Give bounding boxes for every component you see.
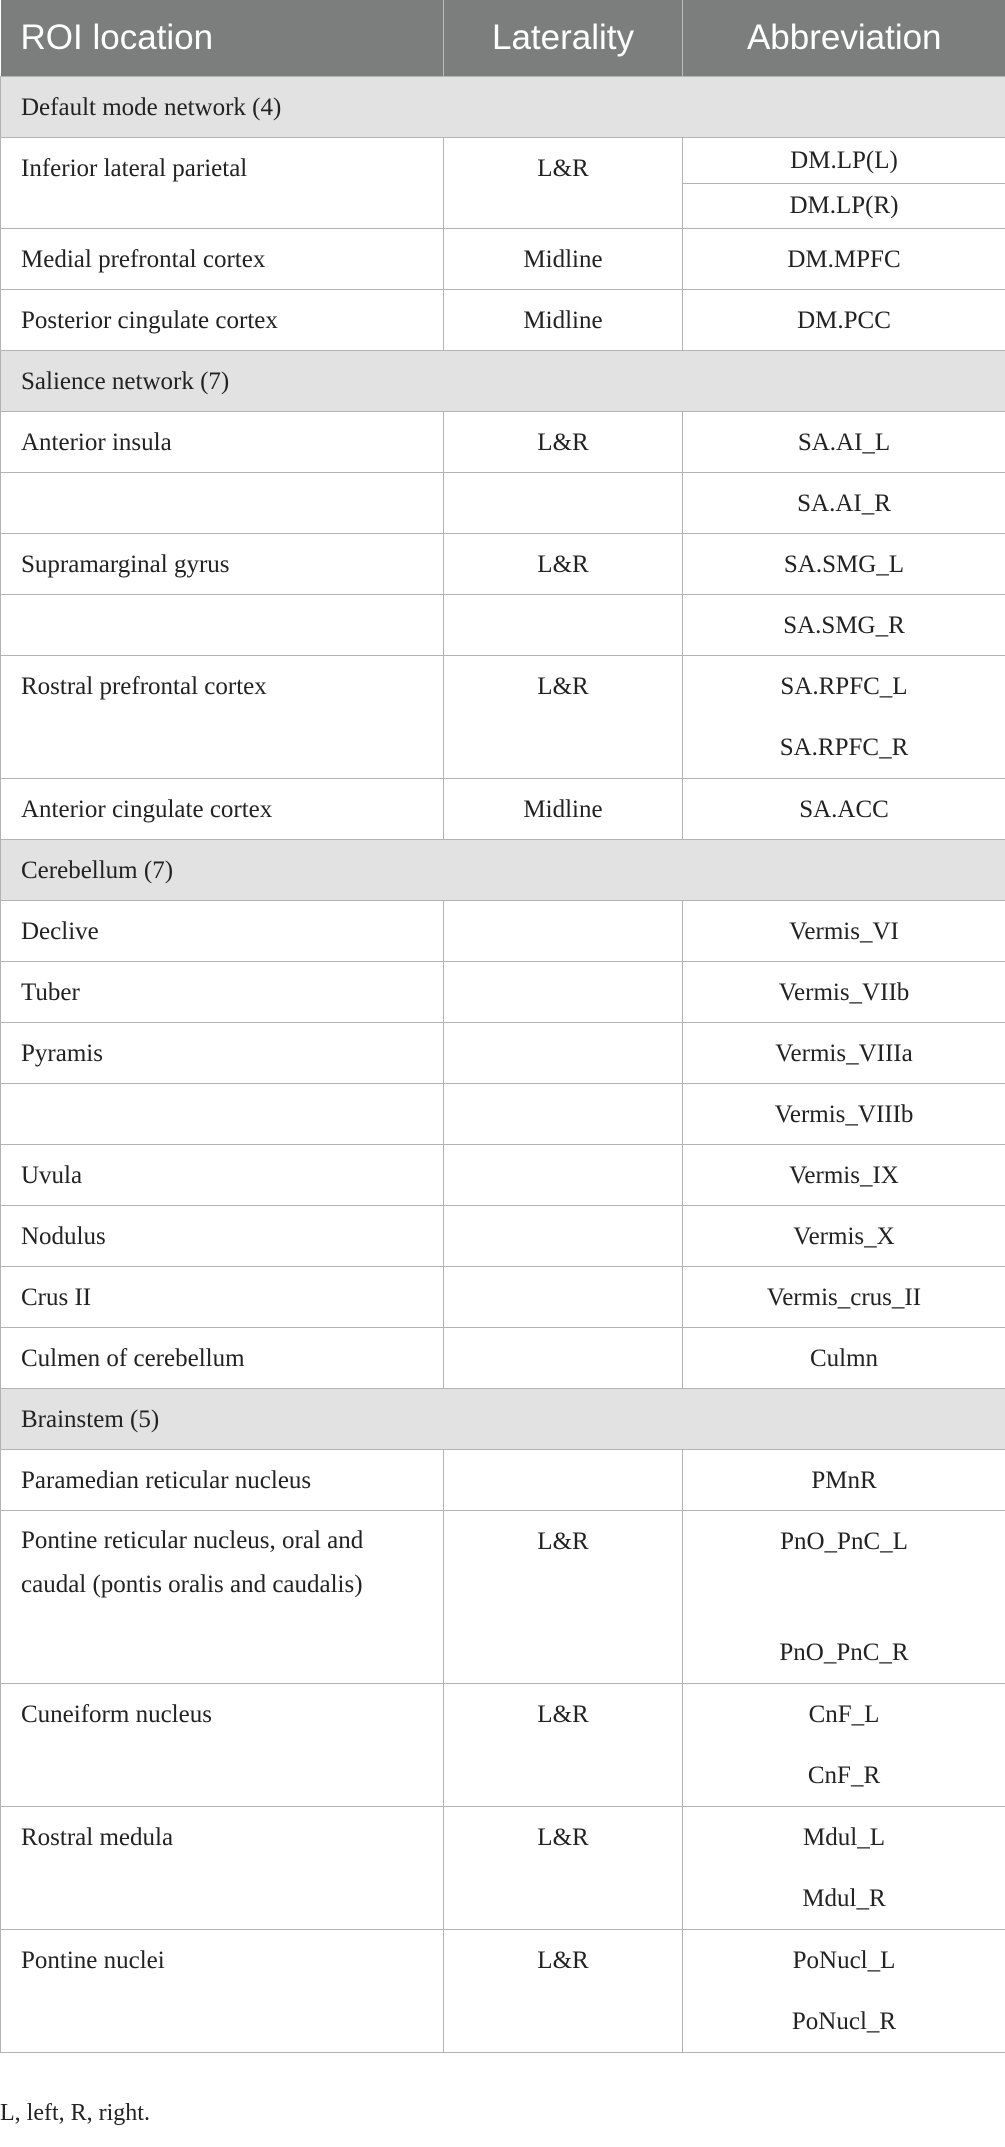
- roi-location: Inferior lateral parietal: [1, 137, 444, 228]
- roi-location: Anterior cingulate cortex: [1, 778, 444, 839]
- laterality: [444, 1022, 683, 1083]
- laterality: [444, 1205, 683, 1266]
- roi-location: [1, 1083, 444, 1144]
- abbreviation-cell: [683, 1683, 1005, 1806]
- table-row: [1, 778, 1005, 839]
- abbreviation: Culmn: [683, 1327, 1005, 1388]
- header-laterality: Laterality: [444, 0, 683, 76]
- abbreviation: DM.LP(R): [789, 191, 899, 219]
- abbreviation: Vermis_VIIIa: [683, 1022, 1005, 1083]
- abbreviation: SA.ACC: [683, 778, 1005, 839]
- abbreviation: DM.PCC: [683, 289, 1005, 350]
- abbreviation: Vermis_X: [683, 1205, 1005, 1266]
- table-header-row: [1, 0, 1005, 76]
- section-row-salience: [1, 350, 1005, 411]
- roi-location: Supramarginal gyrus: [1, 533, 444, 594]
- roi-location: Pontine nuclei: [1, 1929, 444, 2052]
- section-row-cerebellum: [1, 839, 1005, 900]
- section-title: Brainstem (5): [1, 1388, 1005, 1449]
- abbreviation: SA.AI_R: [683, 472, 1005, 533]
- abbreviation-cell: [683, 137, 1005, 228]
- abbreviation: SA.RPFC_L: [780, 672, 908, 700]
- table-row: [1, 594, 1005, 655]
- roi-location: Crus II: [1, 1266, 444, 1327]
- section-title: Cerebellum (7): [1, 839, 1005, 900]
- abbreviation: SA.SMG_L: [683, 533, 1005, 594]
- table-row: [1, 1022, 1005, 1083]
- laterality: [444, 1144, 683, 1205]
- laterality: [444, 472, 683, 533]
- laterality: L&R: [444, 1806, 683, 1929]
- abbreviation: PnO_PnC_L: [780, 1527, 908, 1555]
- table-row: [1, 900, 1005, 961]
- abbreviation: Vermis_VIIb: [683, 961, 1005, 1022]
- abbreviation: SA.RPFC_R: [779, 733, 909, 761]
- table-row: [1, 228, 1005, 289]
- table-row: [1, 137, 1005, 228]
- abbreviation: Vermis_IX: [683, 1144, 1005, 1205]
- roi-location: Posterior cingulate cortex: [1, 289, 444, 350]
- abbreviation: Vermis_crus_II: [683, 1266, 1005, 1327]
- roi-location: [1, 594, 444, 655]
- laterality: [444, 961, 683, 1022]
- abbreviation: SA.SMG_R: [683, 594, 1005, 655]
- section-row-brainstem: [1, 1388, 1005, 1449]
- table-row: [1, 1266, 1005, 1327]
- abbreviation: PoNucl_L: [792, 1946, 896, 1974]
- laterality: Midline: [444, 289, 683, 350]
- table-row: [1, 1683, 1005, 1806]
- laterality: [444, 1083, 683, 1144]
- table-row: [1, 533, 1005, 594]
- laterality: Midline: [444, 778, 683, 839]
- roi-location: Rostral prefrontal cortex: [1, 655, 444, 778]
- abbreviation: CnF_L: [808, 1700, 880, 1728]
- spacer: [683, 1572, 1005, 1622]
- abbreviation: PoNucl_R: [791, 2007, 897, 2035]
- table-row: [1, 1144, 1005, 1205]
- table-row: [1, 411, 1005, 472]
- roi-location: Tuber: [1, 961, 444, 1022]
- table-row: [1, 1806, 1005, 1929]
- abbreviation: DM.LP(L): [683, 138, 1005, 184]
- table-row: [1, 472, 1005, 533]
- table-footnote: L, left, R, right.: [0, 2100, 150, 2126]
- abbreviation: Mdul_R: [802, 1884, 886, 1912]
- section-title: Salience network (7): [1, 350, 1005, 411]
- laterality: L&R: [444, 1929, 683, 2052]
- table-row: [1, 1083, 1005, 1144]
- abbreviation: PMnR: [683, 1449, 1005, 1510]
- laterality: L&R: [444, 655, 683, 778]
- abbreviation: DM.MPFC: [683, 228, 1005, 289]
- roi-location: Cuneiform nucleus: [1, 1683, 444, 1806]
- abbreviation: Vermis_VI: [683, 900, 1005, 961]
- abbreviation-cell: [683, 1806, 1005, 1929]
- table-row: [1, 1449, 1005, 1510]
- abbreviation-cell: [683, 1929, 1005, 2052]
- laterality: [444, 594, 683, 655]
- abbreviation: PnO_PnC_R: [779, 1638, 909, 1666]
- roi-location: Paramedian reticular nucleus: [1, 1449, 444, 1510]
- section-title: Default mode network (4): [1, 76, 1005, 137]
- header-roi-location: ROI location: [1, 0, 444, 76]
- laterality: [444, 1327, 683, 1388]
- abbreviation: Mdul_L: [803, 1823, 885, 1851]
- table-row: [1, 1327, 1005, 1388]
- roi-location: Medial prefrontal cortex: [1, 228, 444, 289]
- laterality: [444, 1266, 683, 1327]
- roi-location: Uvula: [1, 1144, 444, 1205]
- roi-location: Pyramis: [1, 1022, 444, 1083]
- abbreviation-cell: [683, 1510, 1005, 1683]
- roi-location: Nodulus: [1, 1205, 444, 1266]
- header-abbreviation: Abbreviation: [683, 0, 1005, 76]
- roi-location: Anterior insula: [1, 411, 444, 472]
- laterality: L&R: [444, 1683, 683, 1806]
- laterality: [444, 1449, 683, 1510]
- abbreviation-cell: [683, 655, 1005, 778]
- table-row: [1, 655, 1005, 778]
- laterality: L&R: [444, 533, 683, 594]
- roi-location: Rostral medula: [1, 1806, 444, 1929]
- table-row: [1, 289, 1005, 350]
- laterality: Midline: [444, 228, 683, 289]
- abbreviation: SA.AI_L: [683, 411, 1005, 472]
- laterality: L&R: [444, 411, 683, 472]
- table-row: [1, 1510, 1005, 1683]
- roi-location: Declive: [1, 900, 444, 961]
- roi-location: [1, 472, 444, 533]
- laterality: L&R: [444, 137, 683, 228]
- laterality: [444, 900, 683, 961]
- abbreviation: CnF_R: [807, 1761, 881, 1789]
- roi-location: Pontine reticular nucleus, oral and caudal (pontis oralis and caudalis): [1, 1510, 444, 1683]
- laterality: L&R: [444, 1510, 683, 1683]
- section-row-default-mode: [1, 76, 1005, 137]
- roi-location: Culmen of cerebellum: [1, 1327, 444, 1388]
- table-row: [1, 961, 1005, 1022]
- abbreviation: Vermis_VIIIb: [683, 1083, 1005, 1144]
- table-row: [1, 1929, 1005, 2052]
- table-row: [1, 1205, 1005, 1266]
